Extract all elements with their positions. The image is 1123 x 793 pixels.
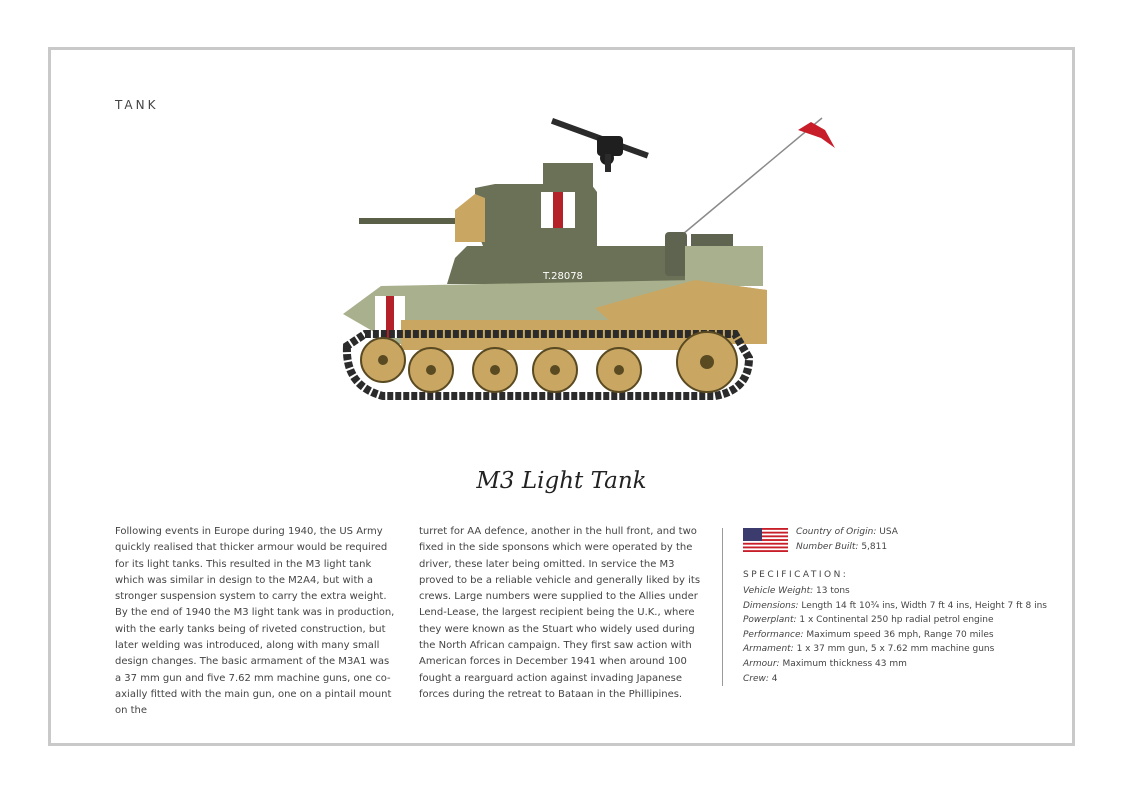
spec-armour: Armour: Maximum thickness 43 mm	[743, 658, 907, 669]
spec-list	[743, 584, 1047, 686]
hull-marking: T.28078	[543, 271, 583, 282]
spec-dimensions: Dimensions: Length 14 ft 10¾ ins, Width 7 ft 4 ins, Height 7 ft 8 ins	[743, 600, 1047, 611]
spec-performance: Performance: Maximum speed 36 mph, Range 70 miles	[743, 629, 994, 640]
description-column-1: Following events in Europe during 1940, the US Army quickly realised that thicker armour would be required for its light tanks. This resulted in the M3 light tank which was similar in design to the M2A4, but with a stronger suspension system to carry the extra weight. By the end of 1940 the M3 light tank was in production, with the early tanks being of riveted construction, but later welding was introduced, along with many small design changes. The basic armament of the M3A1 was a 37 mm gun and five 7.62 mm machine guns, one co-axially fitted with the main gun, one on a pintail mount on the	[115, 526, 395, 717]
country-of-origin: Country of Origin: USA	[796, 527, 898, 537]
page-title: M3 Light Tank	[476, 468, 647, 494]
number-built: Number Built: 5,811	[796, 542, 888, 552]
column-divider	[722, 528, 723, 686]
tank-illustration	[335, 108, 840, 408]
spec-crew: Crew: 4	[743, 673, 778, 684]
us-flag-icon	[743, 528, 788, 552]
spec-vehicle-weight: Vehicle Weight: 13 tons	[743, 586, 850, 596]
spec-powerplant: Powerplant: 1 x Continental 250 hp radial petrol engine	[743, 615, 994, 626]
category-label: TANK	[115, 98, 159, 112]
spec-armament: Armament: 1 x 37 mm gun, 5 x 7.62 mm machine guns	[743, 644, 995, 655]
description-column-2: turret for AA defence, another in the hull front, and two fixed in the side sponsons which were operated by the driver, these later being omitted. In service the M3 proved to be a reliable vehicle and generally liked by its crews. Large numbers were supplied to the Allies under Lend-Lease, the largest recipient being the U.K., where they were known as the Stuart who widely used during the North African campaign. They first saw action with American forces in December 1941 when around 100 fought a rearguard action against invading Japanese forces during the retreat to Bataan in the Phillipines.	[419, 526, 701, 700]
spec-heading: SPECIFICATION:	[743, 570, 849, 580]
